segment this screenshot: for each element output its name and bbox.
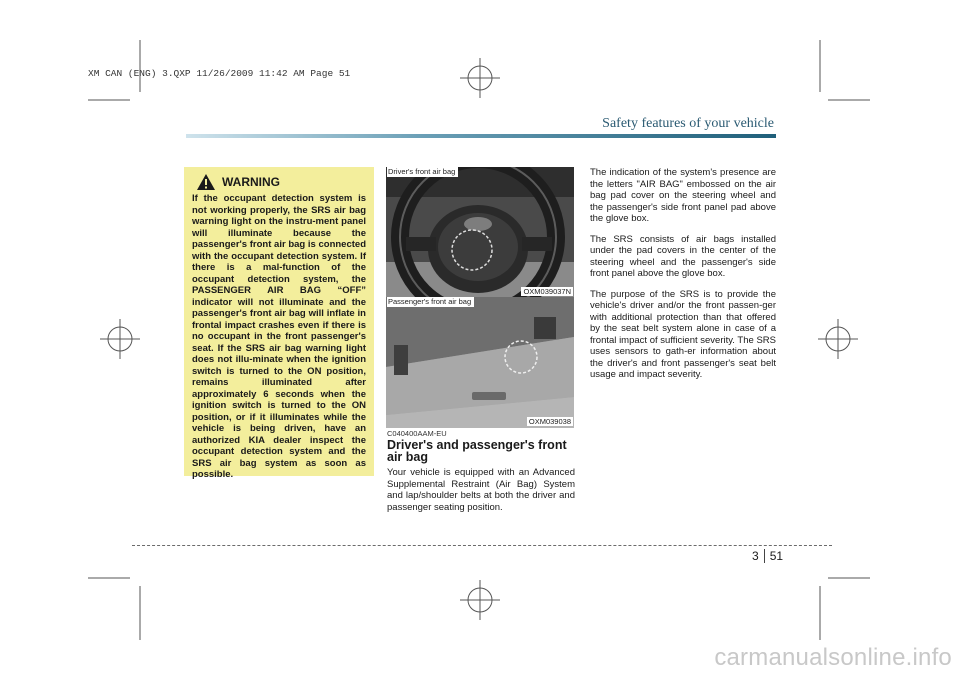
warning-box bbox=[184, 167, 374, 480]
figure-label-driver: Driver's front air bag bbox=[387, 167, 458, 177]
paragraph-srs-purpose: The purpose of the SRS is to provide the vehicle's driver and/or the front passen-ger with additional protection than that offered by the seat belt system alone in case of a frontal impact of sufficient severity. The SRS uses sensors to gath-er information about the driver's and front passenger's seat belt usage and impact severity. bbox=[590, 288, 776, 380]
registration-mark-right bbox=[818, 319, 858, 359]
warning-text: If the occupant detection system is not working properly, the SRS air bag warning light on the instru-ment panel will illuminate because the passenger's front air bag is connected with the occupant detection system. If there is a mal-function of the occupant detection system, the PASSENGER AIR BAG “OFF” indicator will not illuminate and the passenger's front air bag will inflate in frontal impact crashes even if there is no occupant in the front passenger's seat. If the SRS air bag warning light does not illu-minate when the ignition switch is turned to the ON position, remains illuminated after approximately 6 seconds when the ignition switch is turned to the ON position, or if it illuminates while the vehicle is being driven, have an authorized KIA dealer inspect the occupant detection system and the SRS air bag system as soon as possible. bbox=[192, 193, 366, 480]
dashboard-illustration bbox=[386, 297, 574, 428]
warning-title: WARNING bbox=[222, 175, 280, 189]
figure-label-passenger: Passenger's front air bag bbox=[387, 297, 474, 307]
intro-paragraph: Your vehicle is equipped with an Advanced Supplemental Restraint (Air Bag) System and lap/shoulder belts at both the driver and passenger seating position. bbox=[387, 467, 575, 513]
figure-code-driver: OXM039037N bbox=[523, 287, 571, 296]
registration-mark-top bbox=[460, 58, 500, 98]
page-number-value: 51 bbox=[769, 549, 784, 563]
right-column bbox=[590, 167, 776, 390]
warning-header bbox=[196, 173, 366, 191]
chapter-number: 3 bbox=[752, 549, 759, 563]
warning-triangle-icon bbox=[196, 173, 216, 191]
registration-mark-left bbox=[100, 319, 140, 359]
watermark: carmanualsonline.info bbox=[714, 644, 952, 671]
print-header: XM CAN (ENG) 3.QXP 11/26/2009 11:42 AM Page 51 bbox=[88, 68, 351, 79]
figure-code-passenger: OXM039038 bbox=[528, 417, 571, 426]
steering-wheel-illustration bbox=[386, 167, 574, 298]
page-number bbox=[752, 549, 783, 563]
paragraph-srs-consists: The SRS consists of air bags installed under the pad covers in the center of the steering wheel and the passenger's side front panel above the glove box. bbox=[590, 233, 776, 279]
header-rule bbox=[186, 134, 776, 138]
section-subheading: Driver's and passenger's front air bag bbox=[387, 438, 567, 464]
registration-mark-bottom bbox=[460, 580, 500, 620]
section-title: Safety features of your vehicle bbox=[602, 116, 774, 131]
driver-airbag-photo bbox=[386, 167, 574, 298]
paragraph-indication: The indication of the system's presence are the letters "AIR BAG" embossed on the air bag pad cover on the steering wheel and the passenger's side front panel pad above the glove box. bbox=[590, 167, 776, 224]
passenger-airbag-photo bbox=[386, 297, 574, 428]
reference-code: C040400AAM-EU bbox=[387, 429, 447, 438]
page-number-divider bbox=[764, 549, 765, 563]
footer-rule bbox=[132, 545, 832, 546]
